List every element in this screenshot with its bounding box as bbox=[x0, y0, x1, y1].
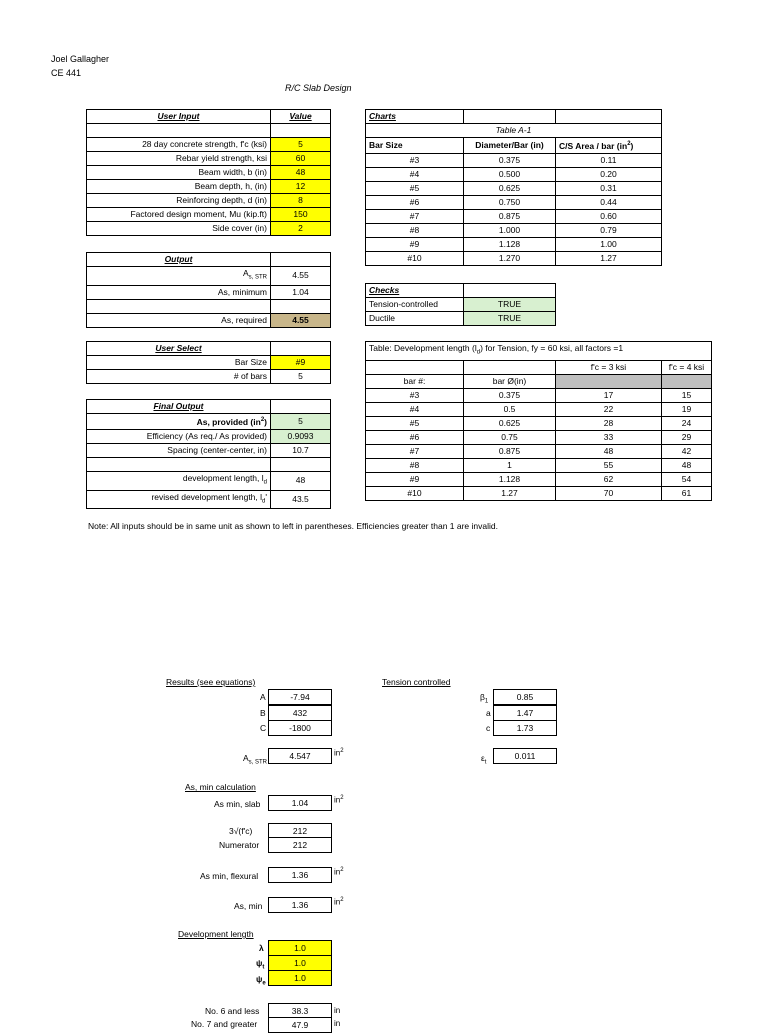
input-label: Reinforcing depth, d (in) bbox=[87, 194, 271, 208]
bar-size-select[interactable]: #9 bbox=[271, 356, 331, 370]
checks-header: Checks bbox=[366, 284, 464, 298]
final-label: revised development length, $l_d'$ bbox=[87, 490, 271, 509]
asmin-flex-value: 1.36 bbox=[268, 867, 332, 883]
table-row: #9 1.128 62 54 bbox=[366, 472, 712, 486]
final-label: Efficiency (As req./ As provided) bbox=[87, 429, 271, 443]
beta-value: 0.85 bbox=[493, 689, 557, 705]
charts-table bbox=[365, 109, 662, 266]
as-str-value: 4.547 bbox=[268, 748, 332, 764]
psit-value[interactable]: 1.0 bbox=[268, 955, 332, 970]
user-select-table bbox=[86, 341, 331, 384]
select-label: Bar Size bbox=[87, 356, 271, 370]
table-row: #6 0.750 0.44 bbox=[366, 195, 662, 209]
col-area: C/S Area / bar $(in^2)$ bbox=[556, 138, 662, 154]
table-row: #10 1.27 70 61 bbox=[366, 486, 712, 500]
result-a-value: -7.94 bbox=[268, 689, 332, 705]
table-a1-title: Table A-1 bbox=[366, 124, 662, 138]
result-c-value: -1800 bbox=[268, 720, 332, 736]
no6-unit: in bbox=[334, 1006, 341, 1015]
input-label: Side cover (in) bbox=[87, 222, 271, 236]
input-label: Beam width, b (in) bbox=[87, 166, 271, 180]
output-label: $A_{s, STR}$ bbox=[87, 267, 271, 286]
course-code: CE 441 bbox=[51, 68, 82, 78]
as-required-value: 4.55 bbox=[271, 313, 331, 327]
user-input-table bbox=[86, 109, 331, 236]
select-label: # of bars bbox=[87, 370, 271, 384]
input-label: 28 day concrete strength, f'c (ksi) bbox=[87, 138, 271, 152]
check-value: TRUE bbox=[464, 312, 556, 326]
user-input-header: User Input bbox=[87, 110, 271, 124]
asmin-slab-unit: $in^2$ bbox=[334, 795, 344, 805]
eps-label: $\varepsilon_t$ bbox=[481, 753, 487, 766]
as-str-unit: $in^2$ bbox=[334, 748, 344, 758]
final-label: As, provided $(in^2)$ bbox=[87, 414, 271, 430]
asmin-title: As, min calculation bbox=[185, 782, 256, 792]
psie-label: $\psi_e$ bbox=[256, 974, 266, 987]
output-value: 1.04 bbox=[271, 285, 331, 299]
asmin-label: As, min bbox=[234, 901, 263, 911]
user-select-header: User Select bbox=[87, 342, 271, 356]
revised-dev-length-value: 43.5 bbox=[271, 490, 331, 509]
input-value[interactable]: 2 bbox=[271, 222, 331, 236]
devlen-title: Development length bbox=[178, 929, 254, 939]
asmin-slab-value: 1.04 bbox=[268, 795, 332, 811]
checks-table bbox=[365, 283, 556, 326]
check-label: Tension-controlled bbox=[366, 298, 464, 312]
lambda-value[interactable]: 1.0 bbox=[268, 940, 332, 955]
eps-value: 0.011 bbox=[493, 748, 557, 764]
numerator-label: Numerator bbox=[219, 840, 260, 850]
asmin-value: 1.36 bbox=[268, 897, 332, 913]
bar-dia-header: bar Ø(in) bbox=[464, 374, 556, 388]
beta-label: $\beta_1$ bbox=[480, 692, 489, 705]
c-label: c bbox=[486, 723, 491, 733]
no7-unit: in bbox=[334, 1019, 341, 1028]
input-value[interactable]: 12 bbox=[271, 180, 331, 194]
table-row: #6 0.75 33 29 bbox=[366, 430, 712, 444]
table-row: #10 1.270 1.27 bbox=[366, 251, 662, 265]
final-output-table bbox=[86, 399, 331, 509]
note-text: Note: All inputs should be in same unit as shown to left in parentheses. Efficiencies greater than 1 are invalid. bbox=[88, 521, 498, 531]
output-header: Output bbox=[87, 253, 271, 267]
a-label: a bbox=[486, 708, 491, 718]
final-label: Spacing (center-center, in) bbox=[87, 443, 271, 457]
table-row: #9 1.128 1.00 bbox=[366, 237, 662, 251]
asmin-flex-unit: $in^2$ bbox=[334, 867, 344, 877]
table-row: #3 0.375 0.11 bbox=[366, 153, 662, 167]
a-value: 1.47 bbox=[493, 705, 557, 721]
asmin-unit: $in^2$ bbox=[334, 897, 344, 907]
no7-label: No. 7 and greater bbox=[191, 1019, 258, 1029]
input-value[interactable]: 48 bbox=[271, 166, 331, 180]
output-table bbox=[86, 252, 331, 328]
input-label: Factored design moment, Mu (kip.ft) bbox=[87, 208, 271, 222]
table-row: #7 0.875 0.60 bbox=[366, 209, 662, 223]
efficiency-value: 0.9093 bbox=[271, 429, 331, 443]
col-bar-size: Bar Size bbox=[366, 138, 464, 154]
final-output-header: Final Output bbox=[87, 400, 271, 414]
numerator-value: 212 bbox=[268, 837, 332, 853]
lambda-label: λ bbox=[259, 943, 264, 953]
input-label: Rebar yield strength, ksi bbox=[87, 152, 271, 166]
page-title: R/C Slab Design bbox=[285, 83, 352, 93]
dev-length-value: 48 bbox=[271, 471, 331, 490]
table-row: #5 0.625 0.31 bbox=[366, 181, 662, 195]
table-row: #4 0.5 22 19 bbox=[366, 402, 712, 416]
output-label: As, required bbox=[87, 313, 271, 327]
no6-value: 38.3 bbox=[268, 1003, 332, 1018]
table-row: #5 0.625 28 24 bbox=[366, 416, 712, 430]
dev-length-table bbox=[365, 341, 712, 501]
psit-label: $\psi_t$ bbox=[256, 958, 265, 971]
as-provided-value: 5 bbox=[271, 414, 331, 430]
no7-value: 47.9 bbox=[268, 1017, 332, 1033]
input-value[interactable]: 5 bbox=[271, 138, 331, 152]
col-diameter: Diameter/Bar (in) bbox=[464, 138, 556, 154]
spacing-value: 10.7 bbox=[271, 443, 331, 457]
table-row: #3 0.375 17 15 bbox=[366, 388, 712, 402]
check-label: Ductile bbox=[366, 312, 464, 326]
as-str-label: $A_{s, STR}$ bbox=[243, 753, 268, 766]
num-bars-value[interactable]: 5 bbox=[271, 370, 331, 384]
results-title: Results (see equations) bbox=[166, 677, 256, 687]
table-row: #8 1 55 48 bbox=[366, 458, 712, 472]
author-name: Joel Gallagher bbox=[51, 54, 110, 64]
input-value[interactable]: 60 bbox=[271, 152, 331, 166]
asmin-flex-label: As min, flexural bbox=[200, 871, 259, 881]
check-value: TRUE bbox=[464, 298, 556, 312]
result-a-label: A bbox=[260, 692, 266, 702]
sqrt-label: 3√(f'c) bbox=[229, 826, 253, 836]
c-value: 1.73 bbox=[493, 720, 557, 736]
value-header: Value bbox=[271, 110, 331, 124]
tension-title: Tension controlled bbox=[382, 677, 451, 687]
psie-value[interactable]: 1.0 bbox=[268, 970, 332, 986]
bar-num-header: bar #: bbox=[366, 374, 464, 388]
result-b-value: 432 bbox=[268, 705, 332, 721]
result-c-label: C bbox=[260, 723, 267, 733]
result-b-label: B bbox=[260, 708, 266, 718]
fc4-header: f'c = 4 ksi bbox=[662, 360, 712, 374]
input-value[interactable]: 150 bbox=[271, 208, 331, 222]
charts-header: Charts bbox=[366, 110, 464, 124]
input-label: Beam depth, h, (in) bbox=[87, 180, 271, 194]
table-row: #7 0.875 48 42 bbox=[366, 444, 712, 458]
sqrt-value: 212 bbox=[268, 823, 332, 838]
dev-table-title: Table: Development length $(l_d)$ for Tension, fy = 60 ksi, all factors =1 bbox=[366, 342, 712, 361]
no6-label: No. 6 and less bbox=[205, 1006, 260, 1016]
asmin-slab-label: As min, slab bbox=[214, 799, 261, 809]
fc3-header: f'c = 3 ksi bbox=[556, 360, 662, 374]
input-value[interactable]: 8 bbox=[271, 194, 331, 208]
table-row: #8 1.000 0.79 bbox=[366, 223, 662, 237]
output-value: 4.55 bbox=[271, 267, 331, 286]
table-row: #4 0.500 0.20 bbox=[366, 167, 662, 181]
final-label: development length, $l_d$ bbox=[87, 471, 271, 490]
output-label: As, minimum bbox=[87, 285, 271, 299]
